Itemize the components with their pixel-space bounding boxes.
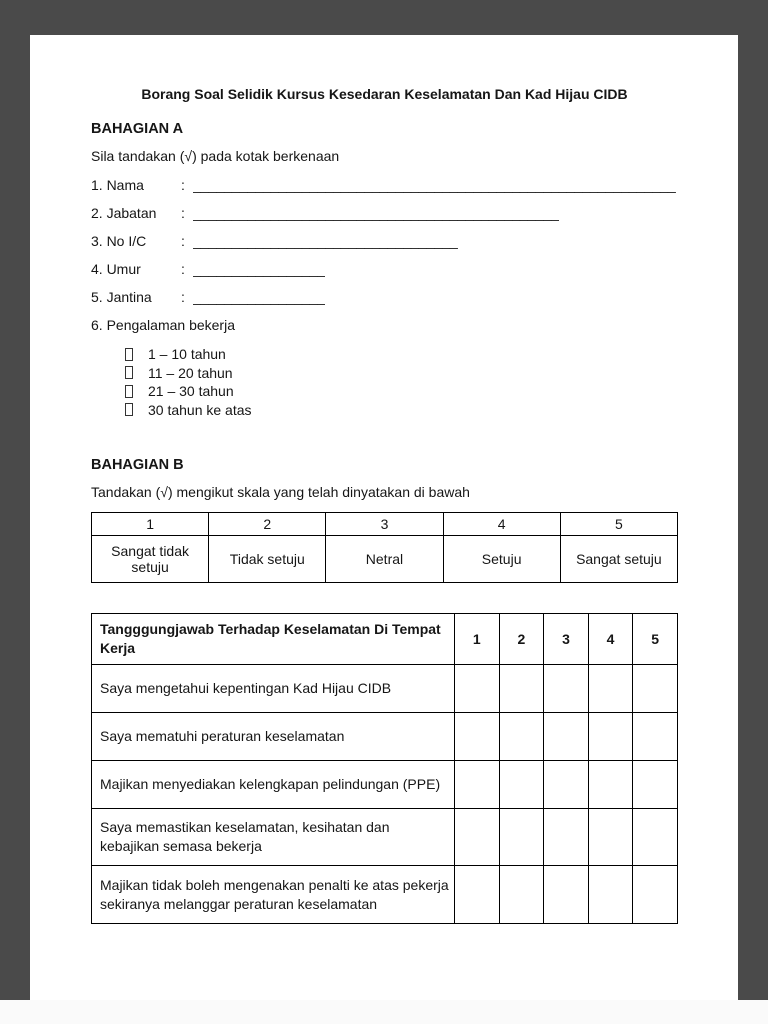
rating-cell <box>499 761 544 809</box>
rating-cell <box>633 809 678 866</box>
rating-cell <box>499 713 544 761</box>
experience-option <box>125 401 678 420</box>
rating-column-header: 2 <box>499 614 544 665</box>
question-statement: Saya mematuhi peraturan keselamatan <box>92 713 455 761</box>
question-row <box>92 866 678 924</box>
rating-cell <box>544 809 589 866</box>
rating-cell <box>633 866 678 924</box>
field-label-umur: 4. Umur <box>91 261 141 277</box>
rating-cell <box>544 866 589 924</box>
question-row <box>92 761 678 809</box>
field-blank-line-jantina: _________________ <box>193 289 326 305</box>
question-table <box>91 613 678 924</box>
field-colon: : <box>181 233 185 249</box>
scale-label-row <box>92 536 678 583</box>
scale-label: Setuju <box>443 536 560 583</box>
question-row <box>92 665 678 713</box>
scale-number: 3 <box>326 513 443 536</box>
section-b-heading: BAHAGIAN B <box>91 457 184 473</box>
field-row-jantina <box>91 288 678 306</box>
rating-cell <box>499 866 544 924</box>
field-blank-line-no-ic: __________________________________ <box>193 233 458 249</box>
question-row <box>92 809 678 866</box>
field-label-nama: 1. Nama <box>91 177 144 193</box>
scale-label: Sangat tidak setuju <box>92 536 209 583</box>
rating-cell <box>633 665 678 713</box>
option-label: 1 – 10 tahun <box>148 346 226 362</box>
field-blank-line-nama: ______________________________________________________________ <box>193 177 676 193</box>
rating-cell <box>588 713 633 761</box>
rating-cell <box>499 809 544 866</box>
field-row-umur <box>91 260 678 278</box>
scale-number: 4 <box>443 513 560 536</box>
question-statement: Majikan tidak boleh mengenakan penalti ke atas pekerja sekiranya melanggar peraturan keselamatan <box>92 866 455 924</box>
next-page-edge <box>0 1000 768 1024</box>
document-title: Borang Soal Selidik Kursus Kesedaran Keselamatan Dan Kad Hijau CIDB <box>141 86 628 102</box>
experience-option <box>125 364 678 383</box>
option-label: 30 tahun ke atas <box>148 401 252 418</box>
section-b-instruction: Tandakan (√) mengikut skala yang telah dinyatakan di bawah <box>91 484 470 500</box>
rating-column-header: 1 <box>455 614 500 665</box>
field-row-no-ic <box>91 232 678 250</box>
scale-label: Sangat setuju <box>560 536 677 583</box>
field-label-no-ic: 3. No I/C <box>91 233 147 249</box>
field-colon: : <box>181 205 185 221</box>
scale-number: 5 <box>560 513 677 536</box>
question-statement: Majikan menyediakan kelengkapan pelindungan (PPE) <box>92 761 455 809</box>
rating-cell <box>455 665 500 713</box>
rating-column-header: 4 <box>588 614 633 665</box>
rating-cell <box>588 809 633 866</box>
experience-option <box>125 345 678 364</box>
rating-column-header: 5 <box>633 614 678 665</box>
document-content <box>91 35 678 924</box>
rating-cell <box>633 761 678 809</box>
rating-cell <box>499 665 544 713</box>
rating-cell <box>455 713 500 761</box>
rating-cell <box>588 761 633 809</box>
scale-label: Tidak setuju <box>209 536 326 583</box>
field-label-jabatan: 2. Jabatan <box>91 205 157 221</box>
experience-question-label: 6. Pengalaman bekerja <box>91 317 235 333</box>
field-label-jantina: 5. Jantina <box>91 289 152 305</box>
rating-cell <box>544 761 589 809</box>
checkbox-icon <box>125 403 133 416</box>
section-a-instruction: Sila tandakan (√) pada kotak berkenaan <box>91 148 340 164</box>
scale-legend-table <box>91 512 678 583</box>
field-colon: : <box>181 261 185 277</box>
scale-number-row <box>92 513 678 536</box>
rating-cell <box>455 809 500 866</box>
rating-cell <box>544 713 589 761</box>
checkbox-icon <box>125 366 133 379</box>
scale-number: 2 <box>209 513 326 536</box>
section-a-heading: BAHAGIAN A <box>91 121 184 137</box>
option-label: 21 – 30 tahun <box>148 383 234 399</box>
question-statement: Saya memastikan keselamatan, kesihatan dan kebajikan semasa bekerja <box>92 809 455 866</box>
scale-label: Netral <box>326 536 443 583</box>
field-blank-line-umur: _________________ <box>193 261 326 277</box>
question-statement: Saya mengetahui kepentingan Kad Hijau CIDB <box>92 665 455 713</box>
field-blank-line-jabatan: _______________________________________________ <box>193 205 559 221</box>
rating-cell <box>633 713 678 761</box>
field-colon: : <box>181 177 185 193</box>
question-row <box>92 713 678 761</box>
rating-column-header: 3 <box>544 614 589 665</box>
field-row-nama <box>91 176 678 194</box>
rating-cell <box>455 866 500 924</box>
document-page <box>30 35 738 1000</box>
rating-cell <box>588 866 633 924</box>
experience-option <box>125 382 678 401</box>
rating-cell <box>588 665 633 713</box>
question-table-header-row <box>92 614 678 665</box>
rating-cell <box>455 761 500 809</box>
checkbox-icon <box>125 385 133 398</box>
option-label: 11 – 20 tahun <box>148 364 233 381</box>
field-row-jabatan <box>91 204 678 222</box>
experience-options <box>125 345 678 419</box>
field-colon: : <box>181 289 185 305</box>
rating-cell <box>544 665 589 713</box>
form-fields <box>91 176 678 306</box>
checkbox-icon <box>125 348 133 361</box>
question-table-title: Tangggungjawab Terhadap Keselamatan Di Tempat Kerja <box>92 614 455 665</box>
scale-number: 1 <box>92 513 209 536</box>
